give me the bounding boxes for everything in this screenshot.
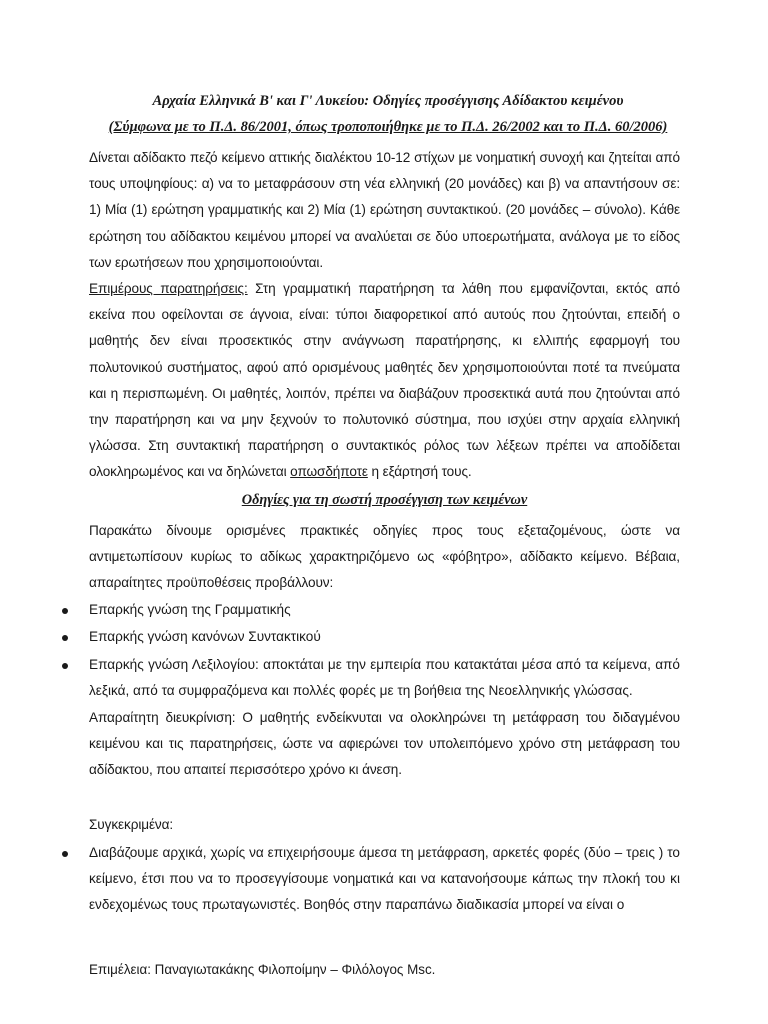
- intro-text: Δίνεται αδίδακτο πεζό κείμενο αττικής διαλέκτου 10-12 στίχων με νοηματική συνοχή και ζητείται από τους υποψηφίους: α) να το μεταφράσουν στη νέα ελληνική (20 μονάδες) και β) να απαντήσουν σε: 1) Μία (1) ερώτηση γραμματικής και 2) Μία (1) ερώτηση συντακτικού. (20 μονάδες – σύνολο). Κάθε ερώτηση του αδίδακτου κειμένου μπορεί να αναλύεται σε δύο υποερωτήματα, ανάλογα με το είδος των ερωτήσεων που χρησιμοποιούνται.: [89, 150, 680, 270]
- document-subtitle: (Σύμφωνα με το Π.Δ. 86/2001, όπως τροποποιήθηκε με το Π.Δ. 26/2002 και το Π.Δ. 60/2006): [108, 119, 668, 135]
- remarks-label: Επιμέρους παρατηρήσεις:: [89, 281, 248, 296]
- section-intro: [89, 518, 680, 597]
- remarks-text: Στη γραμματική παρατήρηση τα λάθη που εμφανίζονται, εκτός από εκείνα που οφείλονται σε άγνοια, είναι: τύποι διαφορετικοί από αυτούς που ζητούνται, επειδή ο μαθητής δεν είναι προσεκτικός στην ανάγνωση παρατήρησης, κι ελλιπής εφαρμογή του πολυτονικού συστήματος, αφού από ορισμένους μαθητές δεν χρησιμοποιούνται ποτέ τα πνεύματα και η περισπωμένη. Οι μαθητές, λοιπόν, πρέπει να διαβάζουν προσεκτικά αυτά που ζητούνται από την παρατήρηση και να μην ξεχνούν το πολυτονικό σύστημα, που ισχύει στην αρχαία ελληνική γλώσσα. Στη συντακτική παρατήρηση ο συντακτικός ρόλος των λέξεων πρέπει να αποδίδεται ολοκληρωμένος και να δηλώνεται: [89, 281, 680, 480]
- bullet-icon: [62, 608, 68, 614]
- remarks-emphasis: οπωσδήποτε: [290, 464, 368, 480]
- clarification-text: Απαραίτητη διευκρίνιση: Ο μαθητής ενδείκνυται να ολοκληρώνει τη μετάφραση του διδαγμένου κειμένου και τις παρατηρήσεις, ώστε να αφιερώνει τον υπολειπόμενο χρόνο στη μετάφραση του αδίδακτου, που απαιτεί περισσότερο χρόνο κι άνεση.: [89, 710, 680, 778]
- document-title: Αρχαία Ελληνικά Β' και Γ' Λυκείου: Οδηγίες προσέγγισης Αδίδακτου κειμένου: [152, 93, 624, 109]
- list-item-text: Επαρκής γνώση Λεξιλογίου: αποκτάται με την εμπειρία που κατακτάται μέσα από τα κείμενα, από λεξικά, από τα συμφραζόμενα και πολλές φορές με τη βοήθεια της Νεοελληνικής γλώσσας.: [89, 657, 680, 699]
- specifically-label: [89, 812, 680, 838]
- list-item-text: Επαρκής γνώση της Γραμματικής: [89, 602, 291, 617]
- section-intro-text: Παρακάτω δίνουμε ορισμένες πρακτικές οδηγίες προς τους εξεταζομένους, ώστε να αντιμετωπίσουν κυρίως το αδίκως χαρακτηριζόμενο ως «φόβητρο», αδίδακτο κείμενο. Βέβαια, απαραίτητες προϋποθέσεις προβάλλουν:: [89, 523, 680, 591]
- footer-credit: Επιμέλεια: Παναγιωτακάκης Φιλοποίμην – Φιλόλογος Msc.: [89, 962, 436, 977]
- bullet-icon: [62, 663, 68, 669]
- list-item-text: Διαβάζουμε αρχικά, χωρίς να επιχειρήσουμε άμεσα τη μετάφραση, αρκετές φορές (δύο – τρεις ) το κείμενο, έτσι που να το προσεγγίσουμε νοηματικά και να κατανοήσουμε κάπως την πλοκή του κι ενδεχομένως τους πρωταγωνιστές. Βοηθός στην παραπάνω διαδικασία μπορεί να είναι ο: [89, 845, 680, 913]
- remarks-text-end: η εξάρτησή τους.: [367, 464, 472, 480]
- specifically-text: Συγκεκριμένα:: [89, 817, 174, 832]
- clarification-paragraph: [89, 705, 680, 784]
- section-heading: Οδηγίες για τη σωστή προσέγγιση των κειμένων: [241, 492, 528, 508]
- remarks-paragraph: [89, 276, 680, 486]
- bullet-icon: [62, 635, 68, 641]
- list-item-text: Επαρκής γνώση κανόνων Συντακτικού: [89, 629, 321, 644]
- intro-paragraph: [89, 145, 680, 276]
- bullet-icon: [62, 851, 68, 857]
